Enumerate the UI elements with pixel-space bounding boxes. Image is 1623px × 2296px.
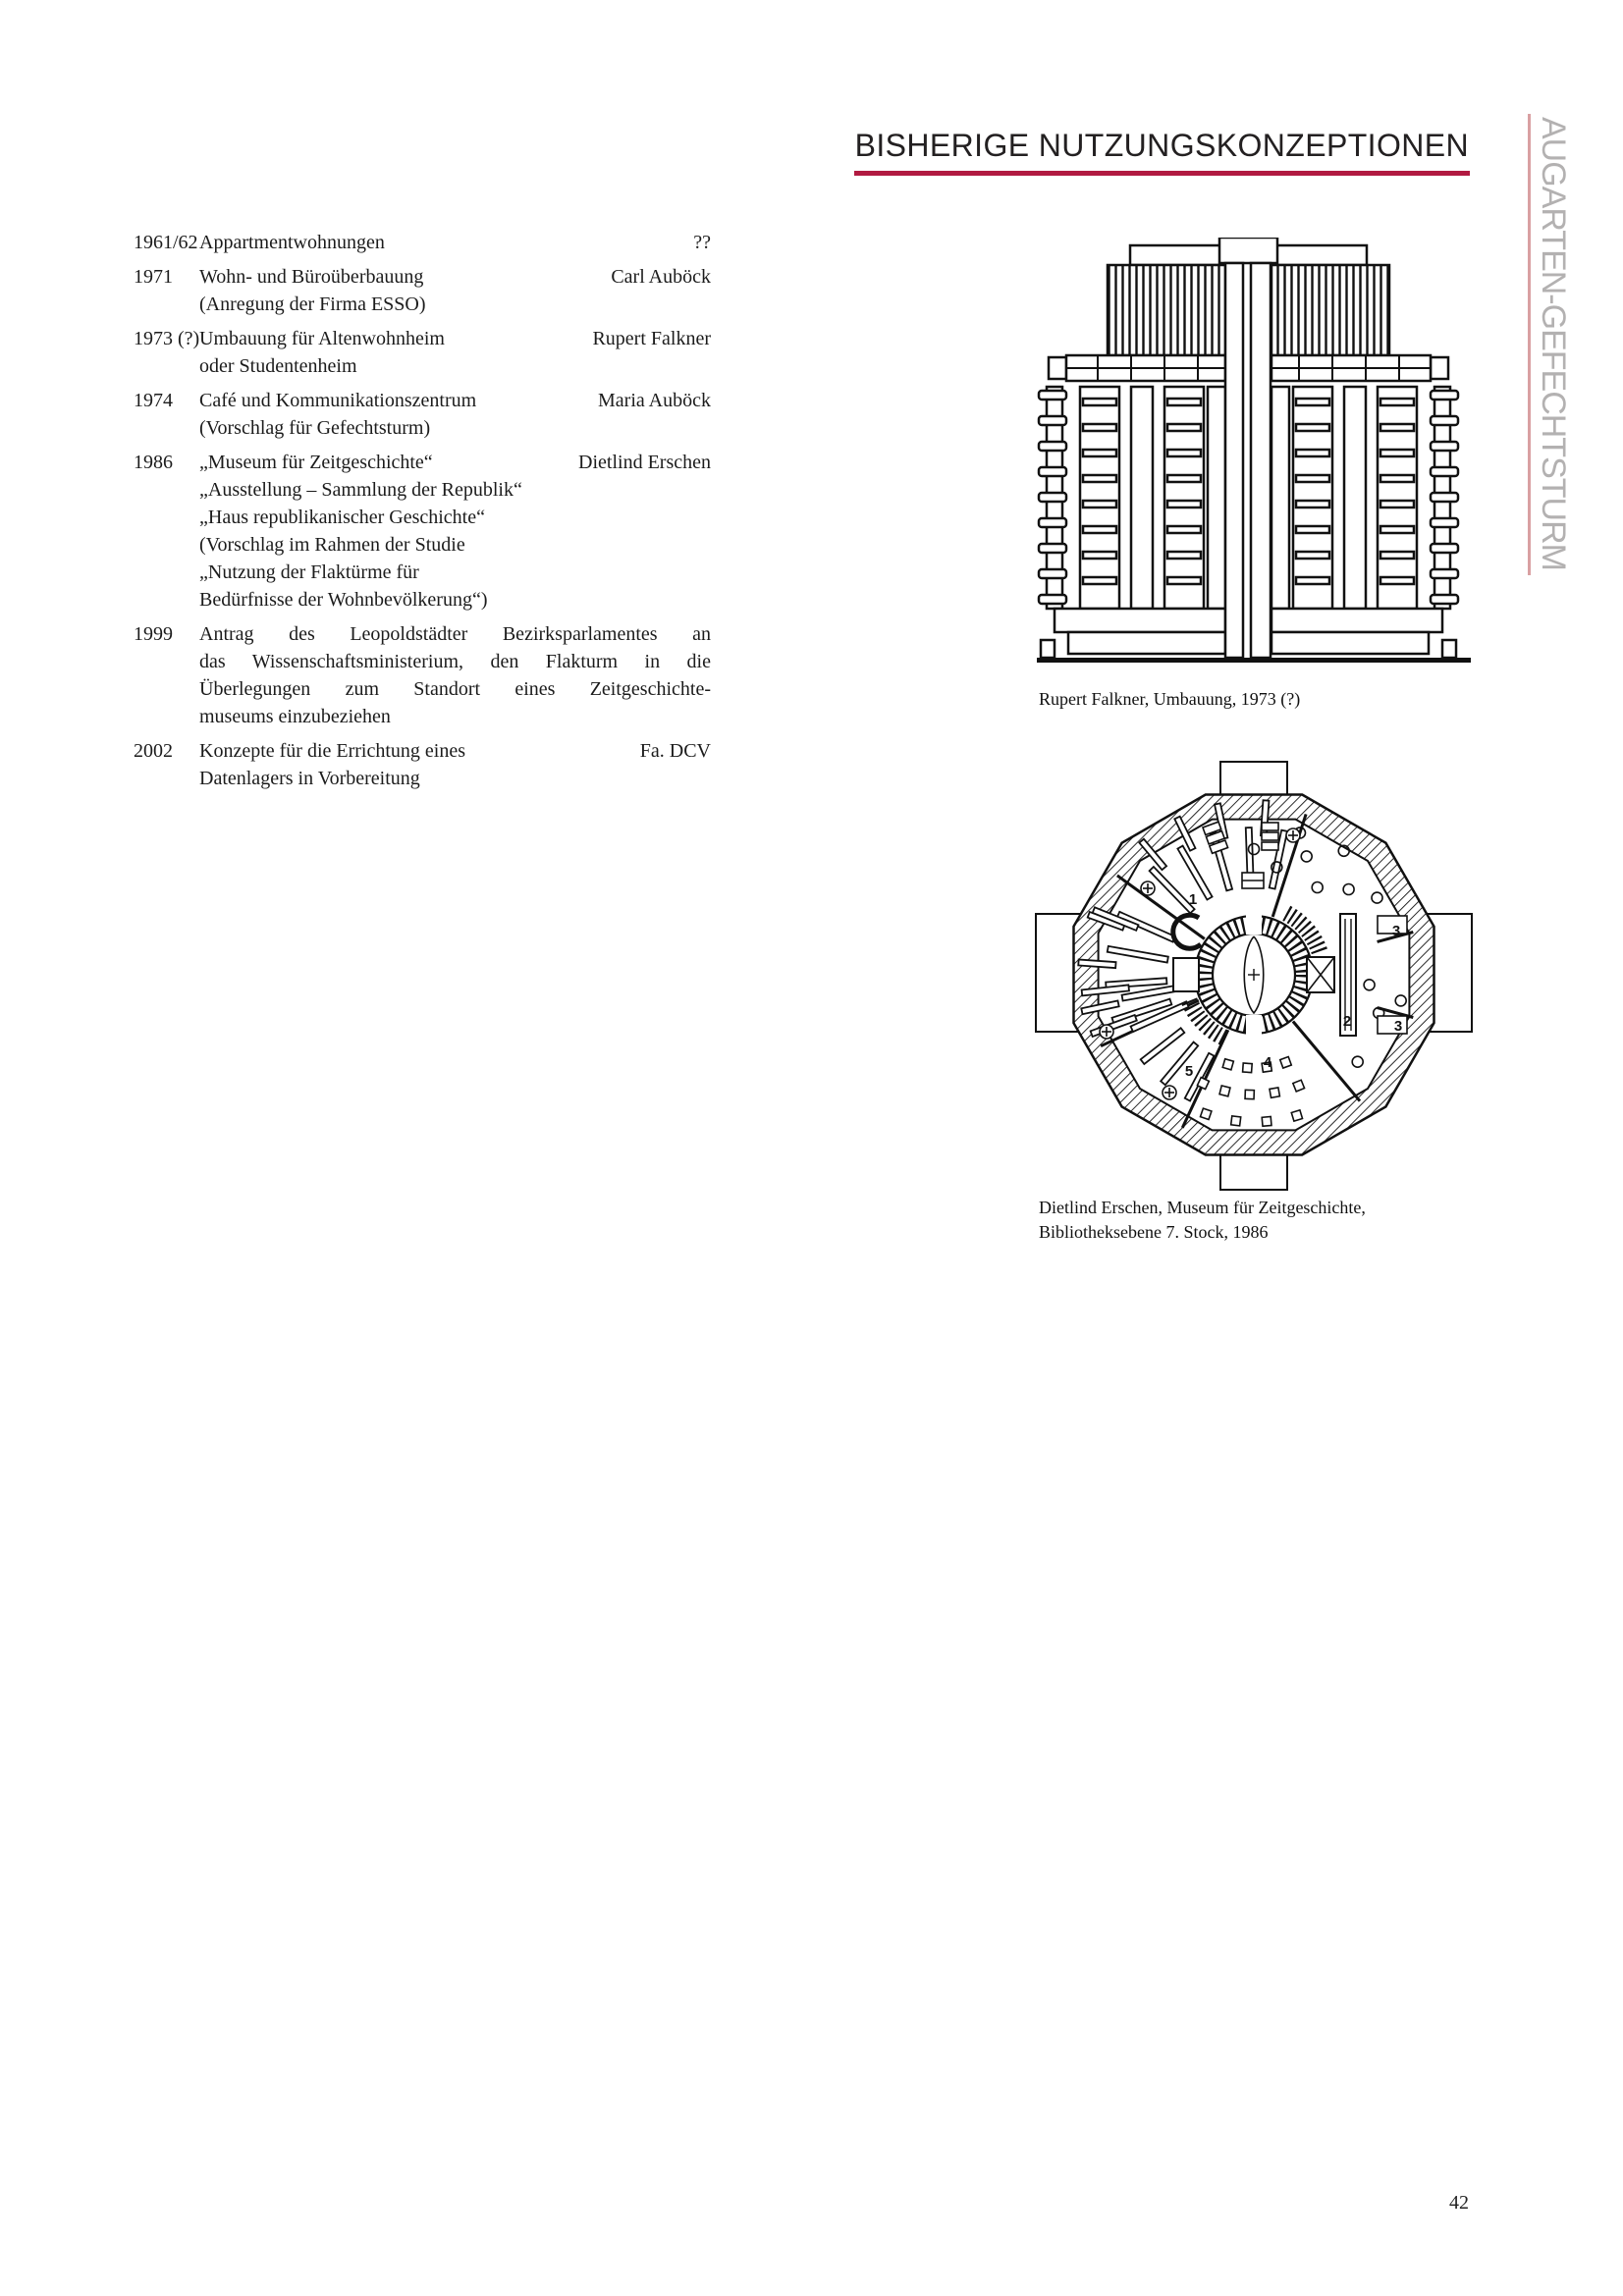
timeline-item [134, 737, 711, 792]
timeline-line: Wohn- und Büroüberbauung [199, 266, 424, 288]
timeline-line: „Ausstellung – Sammlung der Republik“ [199, 479, 522, 501]
timeline-line: Bedürfnisse der Wohnbevölkerung“) [199, 589, 488, 611]
floorplan-square-tables [1197, 1057, 1304, 1127]
timeline-row [199, 387, 711, 414]
page-number: 42 [1449, 2192, 1469, 2214]
timeline-line: Datenlagers in Vorbereitung [199, 768, 420, 789]
timeline-description [199, 620, 711, 730]
timeline-description [199, 229, 711, 256]
timeline-year: 1986 [134, 452, 173, 473]
timeline-item [134, 229, 711, 256]
timeline-year: 1961/62 [134, 232, 198, 253]
timeline-row [199, 737, 711, 765]
timeline-line: „Haus republikanischer Geschichte“ [199, 507, 485, 528]
timeline-item [134, 620, 711, 730]
timeline-line: „Museum für Zeitgeschichte“ [199, 452, 433, 473]
figure-elevation-drawing [1037, 238, 1473, 669]
timeline-line: das Wissenschaftsministerium, den Flakturm in die [199, 651, 711, 672]
timeline-year: 2002 [134, 740, 173, 762]
timeline-attribution: ?? [693, 232, 711, 253]
timeline-line: museums einzubeziehen [199, 706, 391, 727]
sidebar-section-label: AUGARTEN-GEFECHTSTURM [1535, 117, 1572, 570]
timeline-line: (Anregung der Firma ESSO) [199, 294, 426, 315]
timeline-item [134, 263, 711, 318]
timeline-year: 1973 (?) [134, 328, 200, 349]
timeline-item [134, 387, 711, 442]
timeline-line: (Vorschlag für Gefechtsturm) [199, 417, 431, 439]
timeline-description [199, 449, 711, 614]
timeline-line: „Nutzung der Flaktürme für [199, 561, 419, 583]
timeline-row [199, 263, 711, 291]
timeline-description [199, 263, 711, 318]
timeline-year: 1971 [134, 266, 173, 288]
zone-label-5: 5 [1184, 1063, 1194, 1080]
figure1-caption: Rupert Falkner, Umbauung, 1973 (?) [1039, 689, 1301, 709]
timeline-attribution: Fa. DCV [639, 740, 711, 762]
timeline-line: Antrag des Leopoldstädter Bezirksparlamentes an [199, 623, 711, 645]
timeline-list [134, 229, 711, 799]
figure2-caption [1039, 1196, 1366, 1245]
timeline-description [199, 737, 711, 792]
timeline-year: 1974 [134, 390, 173, 411]
timeline-line: Café und Kommunikationszentrum [199, 390, 477, 411]
sidebar-accent-line [1528, 114, 1531, 575]
timeline-row [199, 229, 711, 256]
zone-label-3a: 3 [1391, 923, 1401, 939]
timeline-description [199, 325, 711, 380]
timeline-attribution: Maria Auböck [598, 390, 711, 411]
zone-label-2: 2 [1342, 1013, 1352, 1030]
timeline-item [134, 449, 711, 614]
timeline-line: Appartmentwohnungen [199, 232, 385, 253]
timeline-line: Umbauung für Altenwohnheim [199, 328, 445, 349]
figure2-caption-line2: Bibliotheksebene 7. Stock, 1986 [1039, 1222, 1269, 1242]
zone-label-3b: 3 [1393, 1018, 1403, 1035]
zone-label-4: 4 [1263, 1054, 1272, 1071]
timeline-description [199, 387, 711, 442]
elevation-sketch [1037, 238, 1471, 663]
timeline-line: oder Studentenheim [199, 355, 357, 377]
timeline-attribution: Carl Auböck [611, 266, 711, 288]
page-title: BISHERIGE NUTZUNGSKONZEPTIONEN [854, 128, 1470, 176]
timeline-line: Überlegungen zum Standort eines Zeitgeschichte- [199, 678, 711, 700]
figure-floorplan-drawing [1031, 754, 1477, 1200]
timeline-year: 1999 [134, 623, 173, 645]
timeline-line: (Vorschlag im Rahmen der Studie [199, 534, 465, 556]
timeline-row [199, 449, 711, 476]
timeline-row [199, 325, 711, 352]
timeline-item [134, 325, 711, 380]
timeline-attribution: Dietlind Erschen [578, 452, 711, 473]
timeline-line: Konzepte für die Errichtung eines [199, 740, 466, 762]
figure2-caption-line1: Dietlind Erschen, Museum für Zeitgeschichte, [1039, 1198, 1366, 1217]
zone-label-1: 1 [1188, 891, 1198, 908]
timeline-attribution: Rupert Falkner [592, 328, 711, 349]
